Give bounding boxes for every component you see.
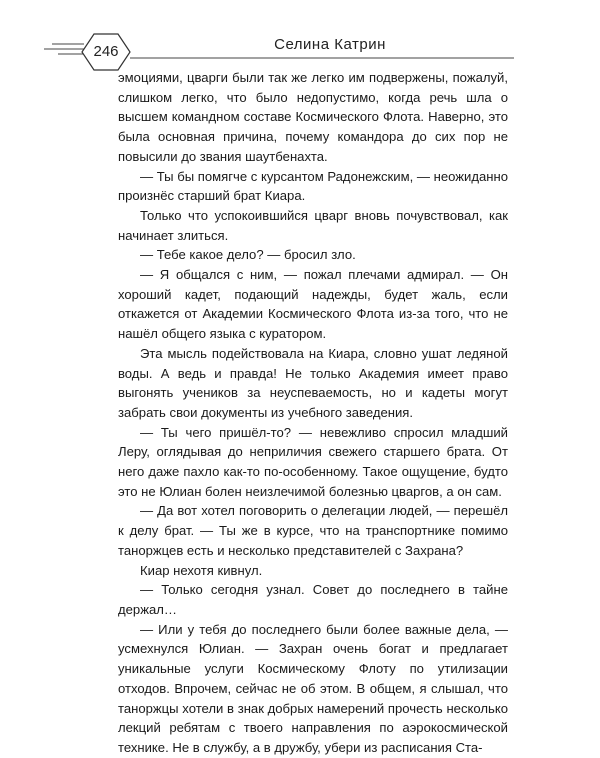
paragraph: — Ты чего пришёл-то? — невежливо спросил младший Леру, оглядывая до неприличия свежего старшего брата. От него даже пахло как-то по-особенному. Такое ощущение, будто это не Юлиан болен неизлечимой болезнью цваргов, а он сам.	[118, 424, 508, 499]
paragraph: Только что успокоившийся цварг вновь почувствовал, как начинает злиться.	[118, 207, 508, 243]
paragraph: эмоциями, цварги были так же легко им подвержены, пожалуй, слишком легко, что было недопустимо, когда речь шла о высшем командном составе Космического Флота. Наверно, это была основная причина, почему командора до сих пор не повысили до звания шаутбенахта.	[118, 70, 508, 164]
paragraph: — Или у тебя до последнего были более важные дела, — усмехнулся Юлиан. — Захран очень богат и предлагает уникальные услуги Космическому Флоту по утилизации отходов. Впрочем, сейчас не об этом. В общем, я слышал, что таноржцы хотели в знак добрых намерений прочесть несколько лекций ребятам с твоего направления по аэрокосмической технике. Не в службу, а в дружбу, убери из расписания Ста-	[118, 621, 508, 755]
paragraph: — Да вот хотел поговорить о делегации людей, — перешёл к делу брат. — Ты же в курсе, что на транспортнике помимо таноржцев есть и несколько представителей с Захрана?	[118, 503, 508, 558]
running-title-author: Селина Катрин	[274, 36, 386, 53]
paragraph: — Ты бы помягче с курсантом Радонежским, — неожиданно произнёс старший брат Киара.	[118, 168, 508, 204]
paragraph: Киар нехотя кивнул.	[140, 562, 263, 578]
page-body	[118, 68, 508, 758]
paragraph: — Тебе какое дело? — бросил зло.	[140, 247, 356, 263]
paragraph: Эта мысль подействовала на Киара, словно ушат ледяной воды. А ведь и правда! Не только Академия имеет право выгонять учеников за неуспеваемость, но и кадеты могут забрать свои документы из учебного заведения.	[118, 345, 508, 420]
page-number: 246	[93, 43, 119, 60]
paragraph: — Я общался с ним, — пожал плечами адмирал. — Он хороший кадет, подающий надежды, будет жаль, если откажется от Академии Космического Флота из-за того, что не нашёл общего языка с куратором.	[118, 267, 508, 342]
paragraph: — Только сегодня узнал. Совет до последнего в тайне держал…	[118, 582, 508, 617]
